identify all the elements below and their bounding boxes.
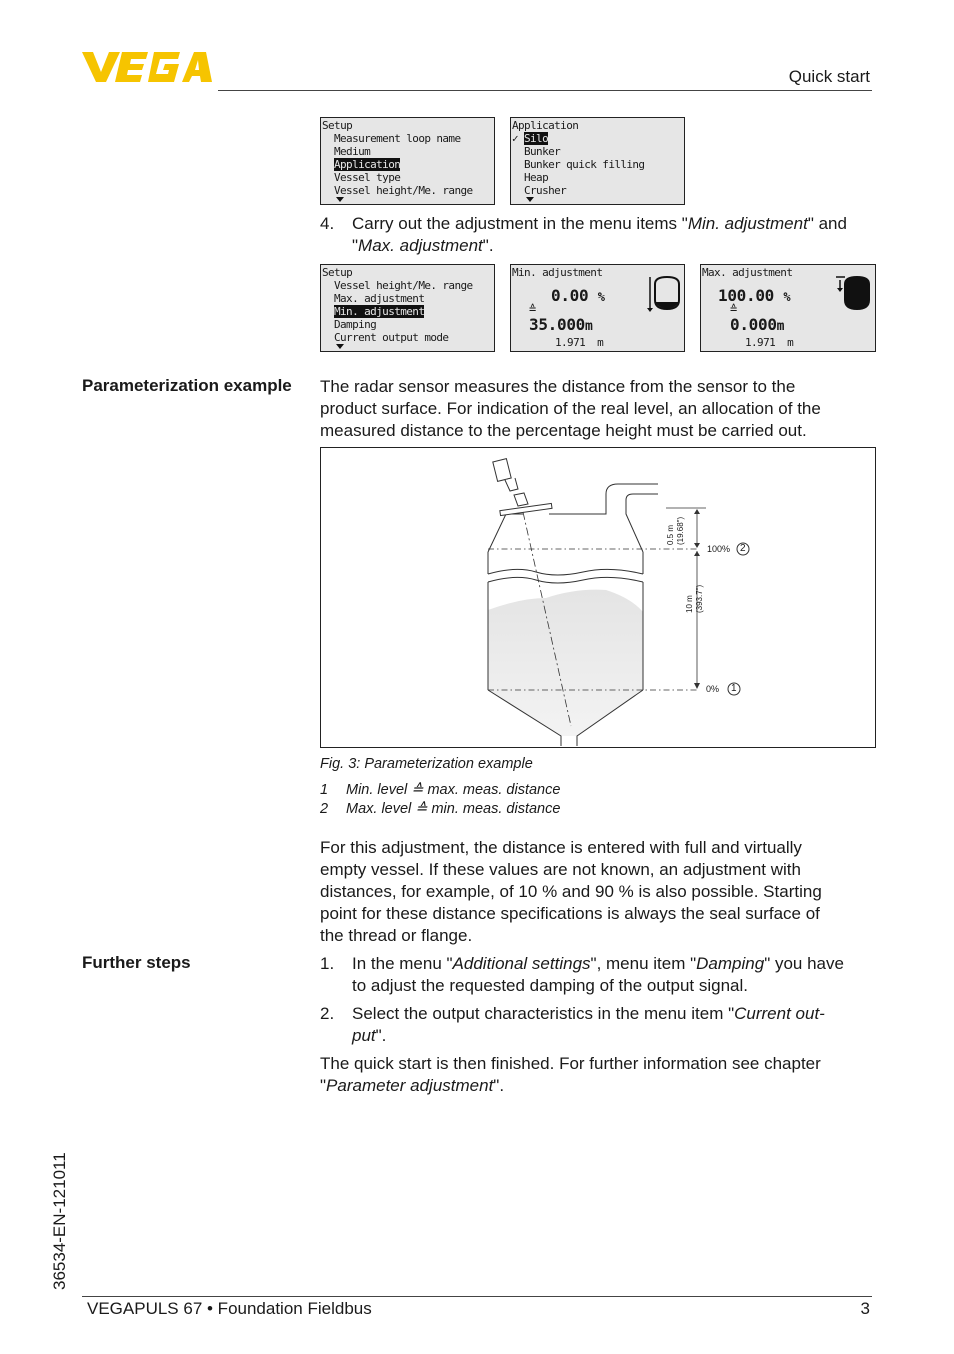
adjustment-paragraph: For this adjustment, the distance is entered with full and virtually empty vessel. If these values are not known, an adjustment with distances, for example, of 10 % and 90 % is also possible. Starting point for these distance specifications is always the seal surface of the thread or flange. [320, 838, 822, 945]
marker-1: 1 [731, 683, 737, 694]
scroll-down-icon [336, 197, 344, 202]
level-0-label: 0% [706, 684, 720, 694]
step4-number: 4. [320, 214, 335, 233]
lcd-item: Bunker [524, 145, 561, 158]
lcd-item: Medium [334, 145, 371, 158]
equiv-symbol: ≙ [730, 302, 737, 316]
lcd-setup-1 [320, 117, 495, 205]
section-title: Quick start [788, 67, 870, 86]
footer-rule [82, 1296, 872, 1297]
lcd-item-selected: Application [334, 158, 401, 171]
scroll-down-icon [336, 344, 344, 349]
scroll-down-icon [526, 197, 534, 202]
marker-2: 2 [740, 543, 746, 554]
legend-num-1: 1 [320, 782, 329, 798]
equiv-symbol: ≙ [529, 302, 536, 316]
lcd-item: Vessel height/Me. range [334, 279, 473, 292]
lcd-item: Bunker quick filling [524, 158, 645, 171]
full-vessel-icon [836, 274, 872, 314]
lcd-item: Max. adjustment [334, 292, 425, 305]
lcd-item: Current output mode [334, 331, 449, 344]
lcd-title: Setup [322, 266, 353, 279]
min-distance: 35.000m [529, 315, 593, 334]
lcd-item: Vessel height/Me. range [334, 184, 473, 197]
measured-distance: 1.971 m [555, 336, 604, 349]
level-100-label: 100% [707, 544, 731, 554]
dim-main-label: 10 m (393.7") [685, 584, 704, 613]
step1-number: 1. [320, 954, 335, 973]
measured-distance: 1.971 m [745, 336, 794, 349]
param-example-heading: Parameterization example [82, 376, 292, 395]
legend-text-2: Max. level ≙ min. meas. distance [346, 801, 561, 817]
lcd-min-adjustment [510, 264, 685, 352]
final-paragraph: The quick start is then finished. For further information see chapter "Parameter adjustment". [320, 1054, 821, 1095]
lcd-item: Vessel type [334, 171, 401, 184]
lcd-item-selected: Min. adjustment [334, 305, 425, 318]
lcd-item: Crusher [524, 184, 567, 197]
dim-top-label: 0.5 m (19.68") [666, 516, 685, 545]
vega-logo [82, 50, 212, 84]
max-percent: 100.00 % [718, 286, 791, 305]
lcd-setup-2 [320, 264, 495, 352]
vessel-diagram [321, 448, 875, 747]
lcd-item: Heap [524, 171, 549, 184]
lcd-title: Max. adjustment [702, 266, 793, 279]
check-icon: ✓ [512, 132, 519, 145]
lcd-application [510, 117, 685, 205]
max-distance: 0.000m [730, 315, 785, 334]
header-rule [218, 90, 872, 91]
step2-number: 2. [320, 1004, 335, 1023]
further-steps-heading: Further steps [82, 953, 191, 972]
lcd-item: Measurement loop name [334, 132, 461, 145]
page-number: 3 [860, 1299, 870, 1318]
lcd-title: Application [512, 119, 579, 132]
step1-text: In the menu "Additional settings", menu item "Damping" you have to adjust the requested damping of the output signal. [352, 954, 844, 995]
step2-text: Select the output characteristics in the menu item "Current out- put". [352, 1004, 825, 1045]
lcd-title: Setup [322, 119, 353, 132]
param-example-text: The radar sensor measures the distance from the sensor to the product surface. For indication of the real level, an allocation of the measured distance to the percentage height must be carried out. [320, 377, 821, 440]
legend-text-1: Min. level ≙ max. meas. distance [346, 782, 561, 798]
document-code: 36534-EN-121011 [50, 1152, 69, 1290]
lcd-item: Damping [334, 318, 377, 331]
figure-caption: Fig. 3: Parameterization example [320, 756, 533, 772]
step4-text: Carry out the adjustment in the menu items "Min. adjustment" and "Max. adjustment". [352, 214, 847, 255]
lcd-title: Min. adjustment [512, 266, 603, 279]
min-percent: 0.00 % [551, 286, 605, 305]
legend-num-2: 2 [320, 801, 329, 817]
lcd-max-adjustment [700, 264, 876, 352]
empty-vessel-icon [646, 274, 682, 314]
footer-product: VEGAPULS 67 • Foundation Fieldbus [87, 1299, 372, 1318]
lcd-item-selected: Silo [524, 132, 549, 145]
